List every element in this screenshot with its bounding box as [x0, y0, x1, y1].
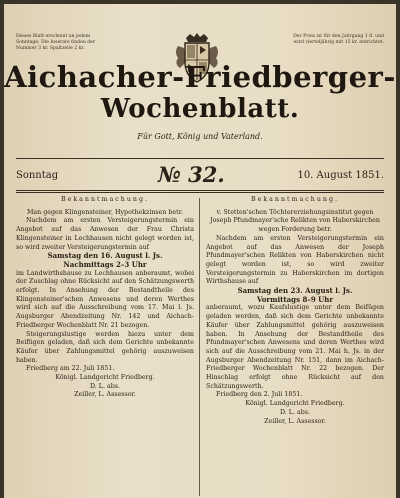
subscription-note-left: Dieses Blatt erscheint an jedem Sonntage. Die Inserate finden der Nummer 3 kr. Spaltzeile 2 kr.: [16, 34, 96, 51]
notice-subject: v. Stetten'schen Töchtererziehungsinstitut gegen: [216, 208, 374, 216]
notice-assessor: Zeiller, L. Assessor.: [264, 417, 326, 425]
notice-paragraph: anberaumt, wozu Kaufslustige unter dem Beifügen geladen werden, daß sich dem Gerichte unbekannte Käufer über Zahlungsmittel gehörig auszuweisen haben. In Ansehung der Bestandtheile des Pfundmayer'schen Anwesens und deren Werthes wird sich auf die Ausschreibung vom 21. Mai h. Js. in der Augsburger Abendzeitung Nr. 151, dann im Aichach-Friedberger Wochenblatt Nr. 22 bezogen. Der Hinschlag erfolgt ohne Rücksicht auf den Schätzungswerth.: [206, 304, 384, 390]
notice-heading: Bekanntmachung.: [60, 196, 149, 203]
masthead-title-line1: Aichacher-Friedberger-: [4, 60, 396, 94]
notice-official: D. L. abs.: [279, 408, 311, 416]
notice-paragraph: Nachdem am ersten Versteigerungstermin ein Angebot auf das Anwesen der Frau Christa Klingensteiner in Lechhausen nicht gelegt worden ist, so wird zweiter Versteigerungstermin auf: [16, 217, 194, 251]
issue-weekday: Sonntag: [16, 170, 59, 181]
right-column-notice: [206, 196, 384, 496]
divider-top: [16, 158, 384, 159]
notice-court: Königl. Landgericht Friedberg.: [55, 374, 155, 382]
issue-date: 10. August 1851.: [297, 170, 384, 181]
notice-court: Königl. Landgericht Friedberg.: [245, 400, 345, 408]
masthead-motto: Für Gott, König und Vaterland.: [137, 132, 263, 141]
subscription-note-right: Der Preis ist für den Jahrgang 1 fl. und wird vierteljährig mit 15 kr. entrichtet.: [293, 34, 384, 45]
issue-dateline: [16, 162, 384, 188]
notice-paragraph: Steigerungslustige werden hiezu unter dem Beifügen geladen, daß sich dem Gerichte unbekannte Käufer über Zahlungsmittel gehörig auszuweisen haben.: [16, 330, 194, 364]
notice-subject: Man gegen Klingensteiner, Hypothekzinsen betr.: [26, 208, 184, 216]
notice-heading: Bekanntmachung.: [250, 196, 339, 203]
left-column-notice: [16, 196, 194, 496]
column-separator: [199, 198, 200, 496]
notice-assessor: Zeiller, L. Assessor.: [74, 391, 136, 399]
notice-date-line: Samstag den 16. August l. Js.: [47, 251, 163, 261]
notice-signed-place: Friedberg den 2. Juli 1851.: [216, 391, 303, 399]
newspaper-page: [4, 4, 396, 498]
divider-bottom-2: [16, 192, 384, 193]
notice-subject: Joseph Pfundmayer'sche Relikten von Haberskirchen wegen Forderung betr.: [210, 217, 380, 234]
notice-time-line: Nachmittags 2–3 Uhr: [63, 259, 147, 269]
notice-time-line: Vormittags 8–9 Uhr: [256, 294, 334, 304]
notice-signed-place: Friedberg am 22. Juli 1851.: [26, 365, 115, 373]
notice-paragraph: im Landwirthshause zu Lechhausen anberaumt, wobei der Zuschlag ohne Rücksicht auf den Schätzungswerth erfolgt. In Ansehung der Bestandtheile des Klingensteiner'schen Anwesens und deren Werthes wird sich auf die Ausschreibung vom 17. Mai l. Js. Augsburger Abendzeitung Nr. 142 und Aichach-Friedberger Wochenblatt Nr. 21 bezogen.: [16, 269, 194, 329]
notice-paragraph: Nachdem am ersten Versteigerungstermin ein Angebot auf das Anwesen der Joseph Pfundmayer'schen Relikten von Haberskirchen nicht gelegt worden ist, so wird zweiter Versteigerungstermin zu Haberskirchen im dortigen Wirthshause auf: [206, 234, 384, 286]
masthead-title-line2: Wochenblatt.: [100, 94, 300, 124]
notice-date-line: Samstag den 23. August l. Js.: [237, 286, 353, 296]
divider-bottom: [16, 190, 384, 191]
issue-number: № 32.: [158, 162, 225, 187]
notice-official: D. L. abs.: [89, 382, 121, 390]
